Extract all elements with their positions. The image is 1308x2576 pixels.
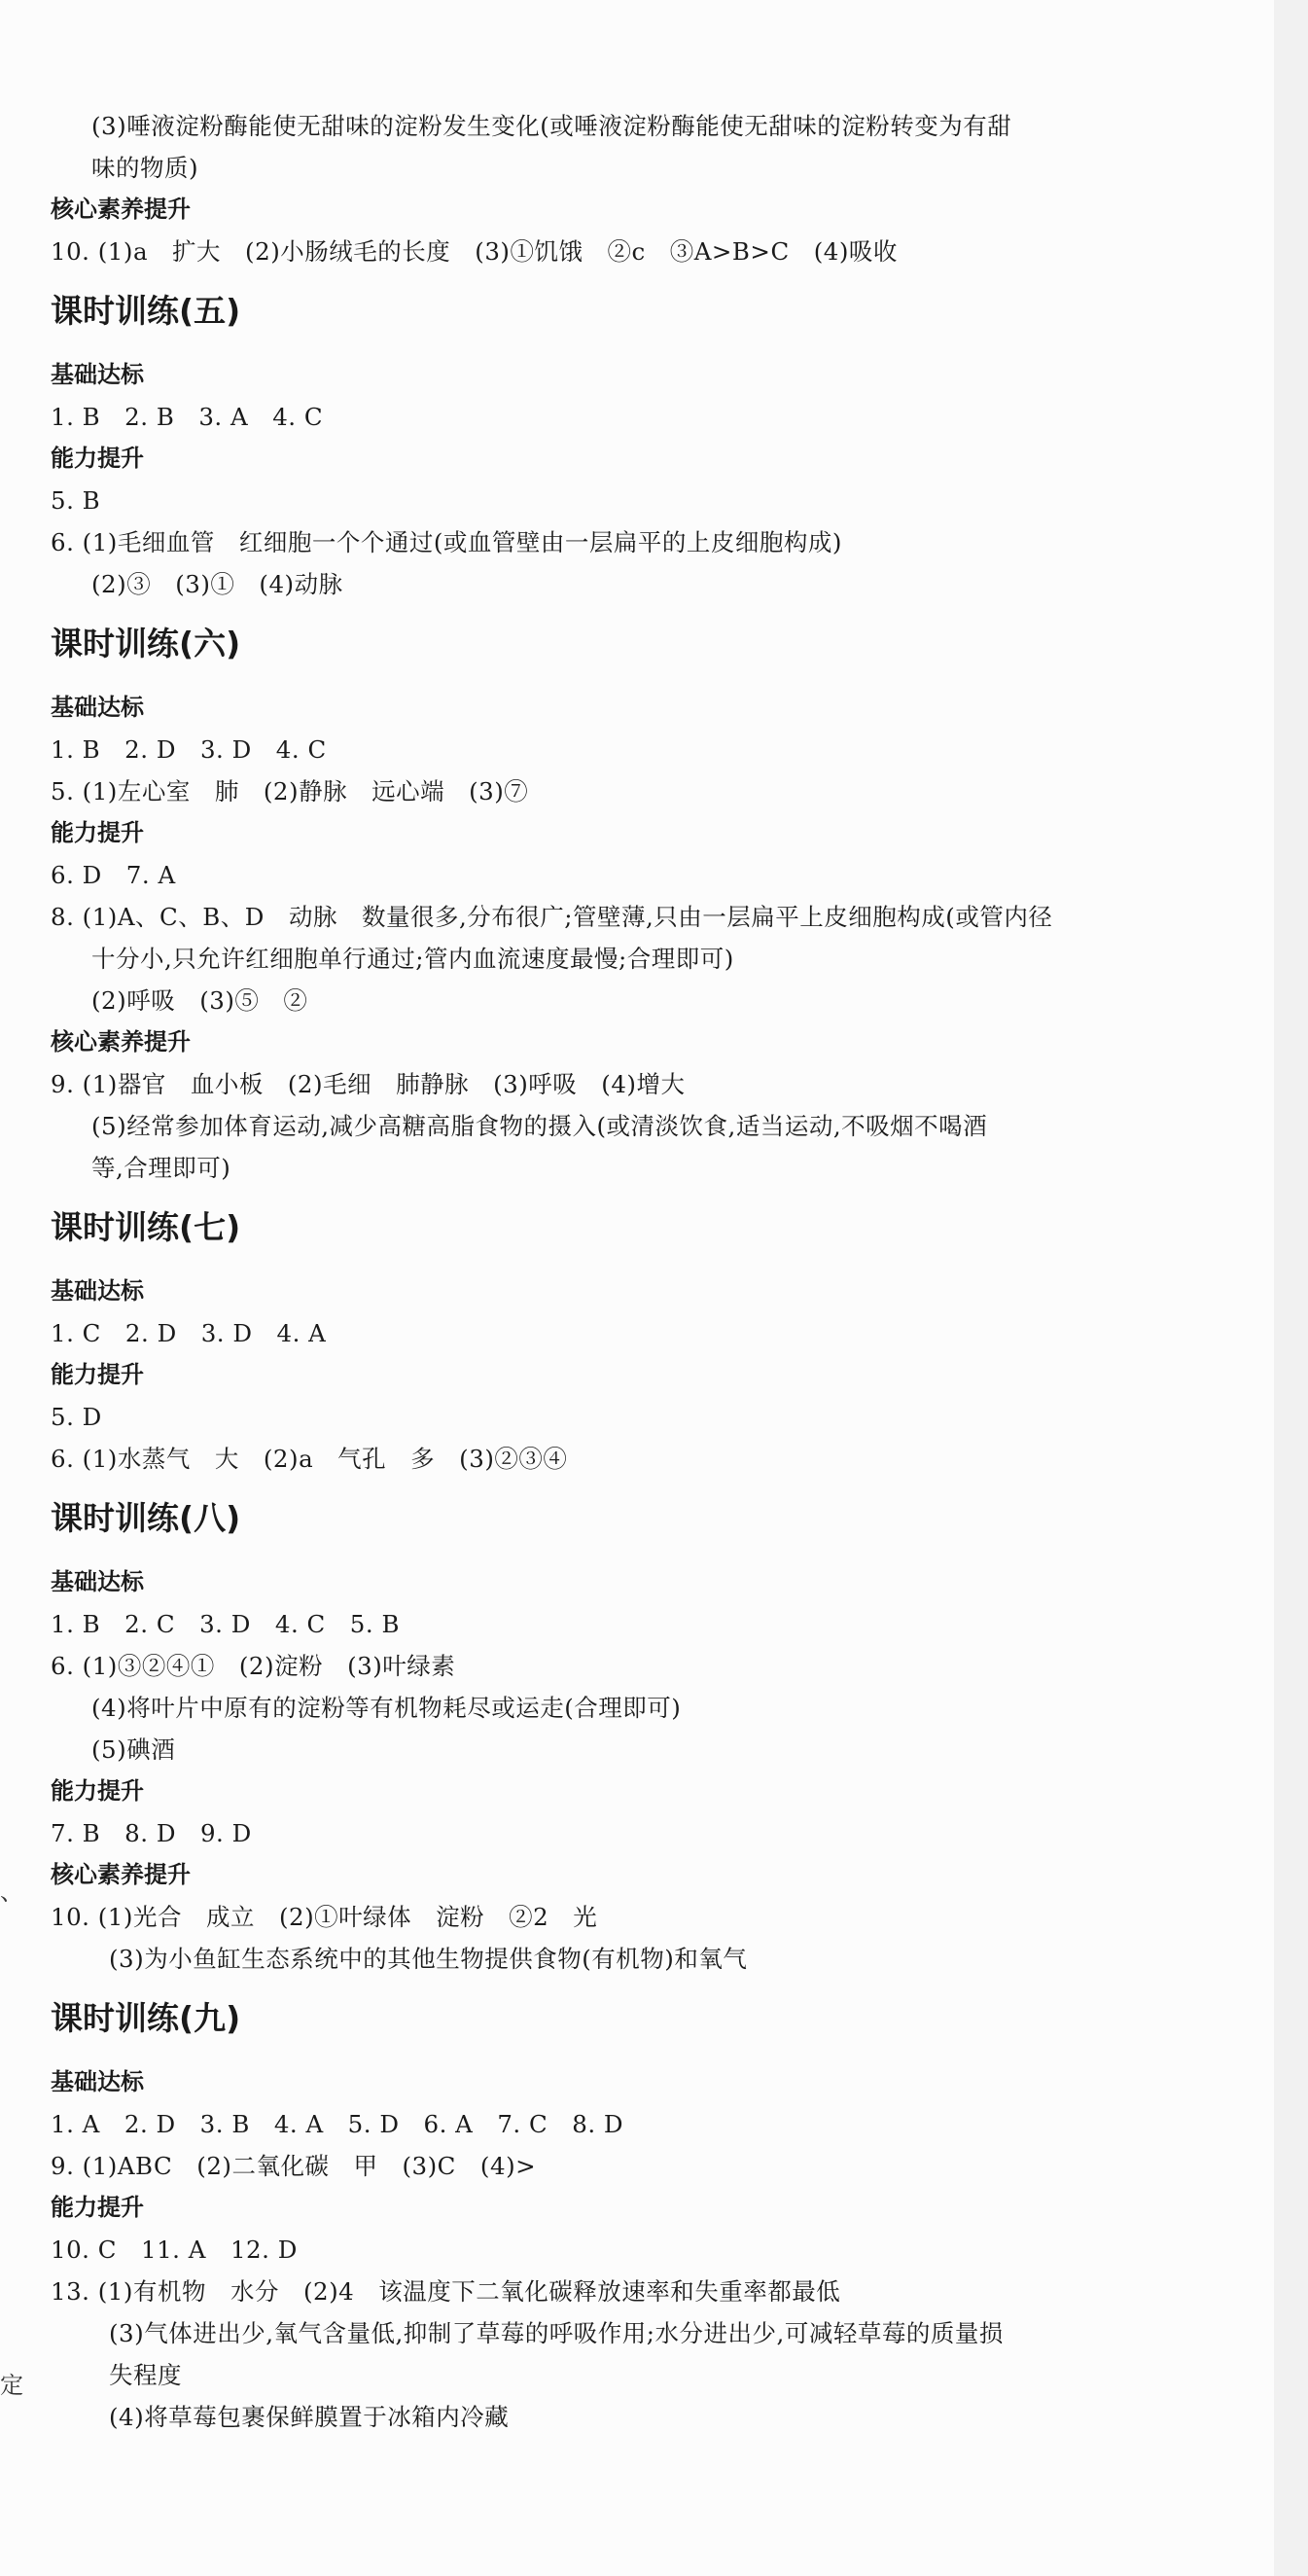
page-edge-strip	[1274, 0, 1308, 2576]
answer-line: 10. (1)光合 成立 (2)①叶绿体 淀粉 ②2 光	[51, 1903, 598, 1931]
section-heading: 课时训练(九)	[51, 1999, 241, 2037]
subsection-heading: 基础达标	[51, 1277, 144, 1305]
answer-line: 5. B	[51, 486, 101, 515]
answer-line: 6. (1)毛细血管 红细胞一个个通过(或血管壁由一层扁平的上皮细胞构成)	[51, 528, 842, 556]
subsection-heading: 能力提升	[51, 1361, 144, 1388]
answer-line: 十分小,只允许红细胞单行通过;管内血流速度最慢;合理即可)	[91, 945, 734, 973]
section-heading: 课时训练(八)	[51, 1499, 241, 1537]
answer-line: 1. B 2. C 3. D 4. C 5. B	[51, 1610, 400, 1638]
answer-line: 等,合理即可)	[91, 1154, 231, 1182]
answer-line: (4)将草莓包裹保鲜膜置于冰箱内冷藏	[109, 2403, 510, 2431]
subsection-heading: 能力提升	[51, 2194, 144, 2221]
answer-line: (3)唾液淀粉酶能使无甜味的淀粉发生变化(或唾液淀粉酶能使无甜味的淀粉转变为有甜	[91, 112, 1012, 140]
answer-line: (2)呼吸 (3)⑤ ②	[91, 986, 308, 1015]
answer-line: 9. (1)器官 血小板 (2)毛细 肺静脉 (3)呼吸 (4)增大	[51, 1070, 686, 1098]
subsection-heading: 基础达标	[51, 1568, 144, 1595]
answer-line: 5. (1)左心室 肺 (2)静脉 远心端 (3)⑦	[51, 777, 529, 805]
answer-line: 8. (1)A、C、B、D 动脉 数量很多,分布很广;管壁薄,只由一层扁平上皮细胞构成(或管内径	[51, 903, 1053, 931]
answer-line: (3)为小鱼缸生态系统中的其他生物提供食物(有机物)和氧气	[109, 1945, 748, 1973]
subsection-heading: 能力提升	[51, 445, 144, 472]
answer-line: (3)气体进出少,氧气含量低,抑制了草莓的呼吸作用;水分进出少,可减轻草莓的质量损	[109, 2319, 1004, 2347]
answer-line: 9. (1)ABC (2)二氧化碳 甲 (3)C (4)>	[51, 2152, 537, 2180]
answer-line: 失程度	[109, 2361, 182, 2389]
answer-line: (5)碘酒	[91, 1735, 176, 1764]
answer-line: 1. C 2. D 3. D 4. A	[51, 1319, 327, 1347]
subsection-heading: 能力提升	[51, 1777, 144, 1805]
margin-mark: 定	[0, 2372, 23, 2399]
subsection-heading: 基础达标	[51, 361, 144, 388]
answer-line: 13. (1)有机物 水分 (2)4 该温度下二氧化碳释放速率和失重率都最低	[51, 2277, 841, 2306]
subsection-heading: 基础达标	[51, 694, 144, 721]
answer-line: (2)③ (3)① (4)动脉	[91, 570, 343, 598]
answer-line: (5)经常参加体育运动,减少高糖高脂食物的摄入(或清淡饮食,适当运动,不吸烟不喝酒	[91, 1112, 988, 1140]
subsection-heading: 核心素养提升	[51, 1028, 191, 1055]
answer-line: (4)将叶片中原有的淀粉等有机物耗尽或运走(合理即可)	[91, 1694, 682, 1722]
answer-line: 7. B 8. D 9. D	[51, 1819, 252, 1847]
section-heading: 课时训练(五)	[51, 292, 241, 330]
answer-line: 1. B 2. D 3. D 4. C	[51, 735, 327, 764]
answer-line: 6. (1)水蒸气 大 (2)a 气孔 多 (3)②③④	[51, 1445, 568, 1473]
subsection-heading: 核心素养提升	[51, 1861, 191, 1888]
answer-content	[51, 105, 1247, 2438]
answer-line: 10. (1)a 扩大 (2)小肠绒毛的长度 (3)①饥饿 ②c ③A>B>C (4)吸收	[51, 237, 898, 266]
subsection-heading: 基础达标	[51, 2068, 144, 2095]
subsection-heading: 能力提升	[51, 819, 144, 846]
answer-line: 10. C 11. A 12. D	[51, 2236, 298, 2264]
answer-line: 1. B 2. B 3. A 4. C	[51, 403, 324, 431]
subsection-heading: 核心素养提升	[51, 196, 191, 223]
answer-line: 6. D 7. A	[51, 861, 176, 889]
answer-line: 1. A 2. D 3. B 4. A 5. D 6. A 7. C 8. D	[51, 2110, 624, 2138]
answer-line: 5. D	[51, 1403, 102, 1431]
answer-line: 味的物质)	[91, 154, 199, 182]
section-heading: 课时训练(七)	[51, 1208, 241, 1246]
answer-line: 6. (1)③②④① (2)淀粉 (3)叶绿素	[51, 1652, 456, 1680]
margin-mark: 、	[0, 1878, 23, 1906]
section-heading: 课时训练(六)	[51, 625, 241, 662]
